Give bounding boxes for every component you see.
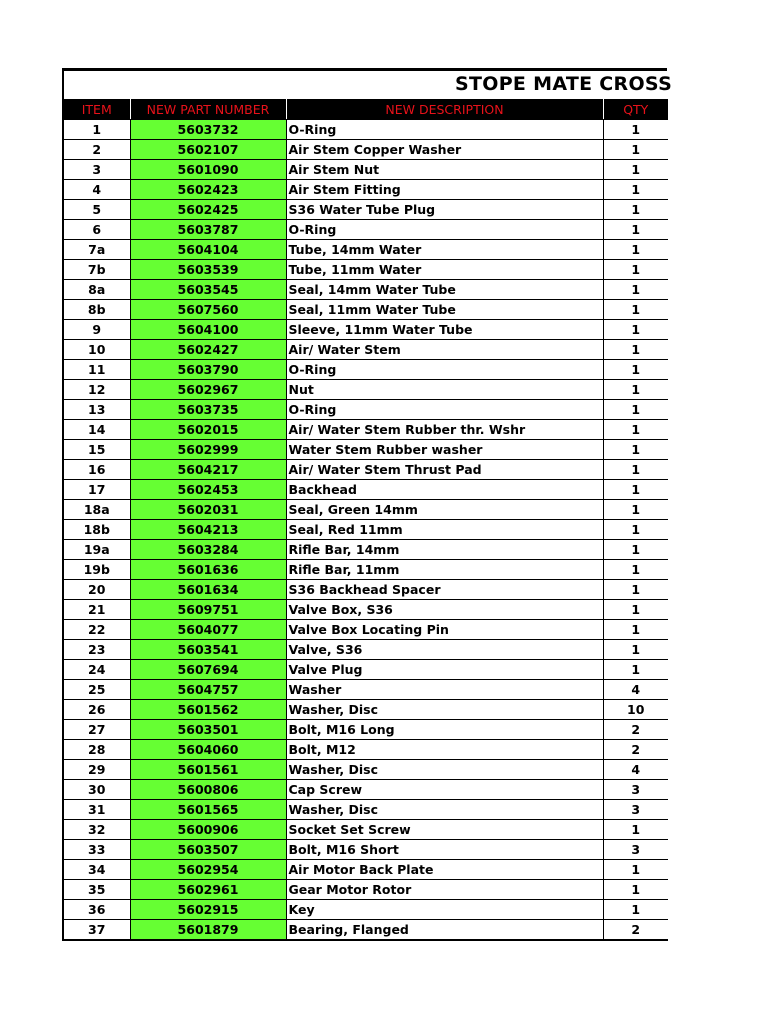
header-item: ITEM	[63, 100, 130, 120]
cell-description: Washer	[286, 680, 603, 700]
cell-item: 1	[63, 120, 130, 140]
cell-description: Key	[286, 900, 603, 920]
cell-part-number: 5602427	[130, 340, 286, 360]
cell-part-number: 5604757	[130, 680, 286, 700]
cell-description: Water Stem Rubber washer	[286, 440, 603, 460]
cell-part-number: 5602425	[130, 200, 286, 220]
cell-description: Air Motor Back Plate	[286, 860, 603, 880]
table-row	[63, 580, 668, 600]
cell-description: Valve Box, S36	[286, 600, 603, 620]
cell-part-number: 5601561	[130, 760, 286, 780]
cell-item: 20	[63, 580, 130, 600]
cell-qty: 1	[603, 640, 668, 660]
table-row	[63, 240, 668, 260]
table-row	[63, 860, 668, 880]
cell-qty: 1	[603, 140, 668, 160]
title-row	[62, 68, 673, 99]
table-row	[63, 120, 668, 140]
table-row	[63, 420, 668, 440]
cell-description: O-Ring	[286, 360, 603, 380]
cell-item: 21	[63, 600, 130, 620]
cell-part-number: 5604060	[130, 740, 286, 760]
cell-part-number: 5604100	[130, 320, 286, 340]
cell-part-number: 5602453	[130, 480, 286, 500]
cell-item: 13	[63, 400, 130, 420]
cell-item: 10	[63, 340, 130, 360]
cell-item: 34	[63, 860, 130, 880]
header-row	[63, 100, 668, 120]
cell-description: S36 Backhead Spacer	[286, 580, 603, 600]
cell-description: Socket Set Screw	[286, 820, 603, 840]
cell-description: Seal, Green 14mm	[286, 500, 603, 520]
table-row	[63, 400, 668, 420]
cell-description: Seal, 14mm Water Tube	[286, 280, 603, 300]
cell-item: 22	[63, 620, 130, 640]
cell-description: Bearing, Flanged	[286, 920, 603, 941]
cell-item: 14	[63, 420, 130, 440]
table-row	[63, 700, 668, 720]
cell-item: 6	[63, 220, 130, 240]
cell-item: 26	[63, 700, 130, 720]
table-row	[63, 620, 668, 640]
cell-part-number: 5609751	[130, 600, 286, 620]
cell-description: Bolt, M12	[286, 740, 603, 760]
cell-item: 31	[63, 800, 130, 820]
cell-part-number: 5602961	[130, 880, 286, 900]
cell-item: 37	[63, 920, 130, 941]
cell-qty: 1	[603, 420, 668, 440]
cell-part-number: 5603732	[130, 120, 286, 140]
table-row	[63, 260, 668, 280]
cell-qty: 3	[603, 780, 668, 800]
table-row	[63, 220, 668, 240]
cell-part-number: 5603790	[130, 360, 286, 380]
cell-part-number: 5604077	[130, 620, 286, 640]
cell-description: S36 Water Tube Plug	[286, 200, 603, 220]
cell-part-number: 5602031	[130, 500, 286, 520]
cell-description: Washer, Disc	[286, 700, 603, 720]
table-row	[63, 300, 668, 320]
cell-qty: 1	[603, 200, 668, 220]
cell-part-number: 5602954	[130, 860, 286, 880]
cell-item: 16	[63, 460, 130, 480]
cell-qty: 1	[603, 500, 668, 520]
table-row	[63, 520, 668, 540]
cell-item: 28	[63, 740, 130, 760]
table-row	[63, 800, 668, 820]
parts-sheet	[62, 68, 673, 941]
table-row	[63, 600, 668, 620]
cell-qty: 1	[603, 360, 668, 380]
table-row	[63, 900, 668, 920]
cell-item: 17	[63, 480, 130, 500]
table-row	[63, 840, 668, 860]
cell-qty: 2	[603, 740, 668, 760]
table-body	[63, 120, 668, 941]
table-row	[63, 680, 668, 700]
table-row	[63, 540, 668, 560]
cell-description: Gear Motor Rotor	[286, 880, 603, 900]
cell-item: 2	[63, 140, 130, 160]
table-row	[63, 500, 668, 520]
cell-item: 11	[63, 360, 130, 380]
cell-part-number: 5603735	[130, 400, 286, 420]
header-qty: QTY	[603, 100, 668, 120]
cell-description: O-Ring	[286, 220, 603, 240]
cell-description: Air Stem Fitting	[286, 180, 603, 200]
cell-qty: 1	[603, 600, 668, 620]
cell-item: 33	[63, 840, 130, 860]
cell-qty: 1	[603, 540, 668, 560]
cell-qty: 1	[603, 860, 668, 880]
table-row	[63, 920, 668, 941]
cell-part-number: 5601879	[130, 920, 286, 941]
cell-part-number: 5603541	[130, 640, 286, 660]
cell-qty: 1	[603, 820, 668, 840]
table-row	[63, 560, 668, 580]
cell-description: Air/ Water Stem Rubber thr. Wshr	[286, 420, 603, 440]
cell-part-number: 5603507	[130, 840, 286, 860]
cell-description: Tube, 14mm Water	[286, 240, 603, 260]
cell-item: 19b	[63, 560, 130, 580]
cell-part-number: 5604217	[130, 460, 286, 480]
cell-qty: 3	[603, 840, 668, 860]
cell-description: Tube, 11mm Water	[286, 260, 603, 280]
cell-qty: 1	[603, 320, 668, 340]
cell-description: Valve, S36	[286, 640, 603, 660]
header-description: NEW DESCRIPTION	[286, 100, 603, 120]
table-row	[63, 480, 668, 500]
cell-qty: 1	[603, 180, 668, 200]
cell-part-number: 5600806	[130, 780, 286, 800]
cell-qty: 1	[603, 900, 668, 920]
cell-qty: 1	[603, 240, 668, 260]
cell-item: 19a	[63, 540, 130, 560]
table-row	[63, 360, 668, 380]
cell-description: Air/ Water Stem	[286, 340, 603, 360]
cell-item: 7b	[63, 260, 130, 280]
cell-part-number: 5603787	[130, 220, 286, 240]
cell-qty: 4	[603, 680, 668, 700]
cell-item: 4	[63, 180, 130, 200]
cell-part-number: 5601636	[130, 560, 286, 580]
cell-qty: 1	[603, 520, 668, 540]
cell-description: Valve Box Locating Pin	[286, 620, 603, 640]
cell-qty: 1	[603, 380, 668, 400]
cell-qty: 1	[603, 220, 668, 240]
cell-item: 27	[63, 720, 130, 740]
cell-qty: 1	[603, 560, 668, 580]
table-row	[63, 820, 668, 840]
table-row	[63, 280, 668, 300]
cell-qty: 1	[603, 880, 668, 900]
cell-part-number: 5607560	[130, 300, 286, 320]
table-row	[63, 780, 668, 800]
table-row	[63, 140, 668, 160]
cell-description: Bolt, M16 Short	[286, 840, 603, 860]
cell-item: 23	[63, 640, 130, 660]
table-row	[63, 380, 668, 400]
cell-description: Air/ Water Stem Thrust Pad	[286, 460, 603, 480]
parts-table	[62, 99, 668, 941]
cell-part-number: 5602107	[130, 140, 286, 160]
cell-item: 3	[63, 160, 130, 180]
table-row	[63, 740, 668, 760]
cell-description: Rifle Bar, 11mm	[286, 560, 603, 580]
cell-item: 29	[63, 760, 130, 780]
cell-description: Seal, 11mm Water Tube	[286, 300, 603, 320]
cell-description: O-Ring	[286, 400, 603, 420]
cell-item: 12	[63, 380, 130, 400]
cell-part-number: 5602967	[130, 380, 286, 400]
table-row	[63, 720, 668, 740]
table-row	[63, 460, 668, 480]
cell-part-number: 5604104	[130, 240, 286, 260]
cell-description: Washer, Disc	[286, 800, 603, 820]
cell-item: 9	[63, 320, 130, 340]
cell-part-number: 5601562	[130, 700, 286, 720]
cell-qty: 2	[603, 920, 668, 941]
cell-part-number: 5602423	[130, 180, 286, 200]
sheet-title: STOPE MATE CROSS	[455, 73, 673, 95]
cell-part-number: 5601634	[130, 580, 286, 600]
cell-description: Cap Screw	[286, 780, 603, 800]
cell-part-number: 5602999	[130, 440, 286, 460]
table-row	[63, 440, 668, 460]
cell-part-number: 5602015	[130, 420, 286, 440]
cell-qty: 4	[603, 760, 668, 780]
table-row	[63, 760, 668, 780]
cell-part-number: 5607694	[130, 660, 286, 680]
cell-part-number: 5600906	[130, 820, 286, 840]
cell-qty: 1	[603, 400, 668, 420]
cell-description: Rifle Bar, 14mm	[286, 540, 603, 560]
cell-item: 30	[63, 780, 130, 800]
cell-qty: 1	[603, 480, 668, 500]
cell-part-number: 5603284	[130, 540, 286, 560]
cell-qty: 2	[603, 720, 668, 740]
cell-item: 5	[63, 200, 130, 220]
cell-qty: 1	[603, 300, 668, 320]
cell-qty: 1	[603, 620, 668, 640]
cell-item: 18a	[63, 500, 130, 520]
cell-qty: 1	[603, 160, 668, 180]
cell-qty: 10	[603, 700, 668, 720]
cell-part-number: 5601090	[130, 160, 286, 180]
cell-qty: 1	[603, 460, 668, 480]
cell-item: 8a	[63, 280, 130, 300]
cell-item: 18b	[63, 520, 130, 540]
cell-qty: 1	[603, 260, 668, 280]
cell-item: 24	[63, 660, 130, 680]
cell-description: Nut	[286, 380, 603, 400]
cell-description: Air Stem Copper Washer	[286, 140, 603, 160]
header-part-number: NEW PART NUMBER	[130, 100, 286, 120]
cell-qty: 1	[603, 660, 668, 680]
table-row	[63, 160, 668, 180]
cell-description: Air Stem Nut	[286, 160, 603, 180]
cell-qty: 1	[603, 580, 668, 600]
cell-description: Sleeve, 11mm Water Tube	[286, 320, 603, 340]
cell-qty: 3	[603, 800, 668, 820]
cell-part-number: 5603501	[130, 720, 286, 740]
table-row	[63, 340, 668, 360]
cell-item: 7a	[63, 240, 130, 260]
cell-part-number: 5604213	[130, 520, 286, 540]
cell-part-number: 5603545	[130, 280, 286, 300]
cell-item: 25	[63, 680, 130, 700]
table-row	[63, 200, 668, 220]
cell-description: Valve Plug	[286, 660, 603, 680]
cell-item: 35	[63, 880, 130, 900]
cell-qty: 1	[603, 280, 668, 300]
cell-part-number: 5601565	[130, 800, 286, 820]
cell-part-number: 5603539	[130, 260, 286, 280]
cell-qty: 1	[603, 120, 668, 140]
cell-description: O-Ring	[286, 120, 603, 140]
cell-description: Washer, Disc	[286, 760, 603, 780]
table-row	[63, 880, 668, 900]
cell-qty: 1	[603, 340, 668, 360]
cell-qty: 1	[603, 440, 668, 460]
table-row	[63, 640, 668, 660]
cell-item: 36	[63, 900, 130, 920]
cell-description: Backhead	[286, 480, 603, 500]
table-row	[63, 320, 668, 340]
cell-item: 32	[63, 820, 130, 840]
cell-item: 8b	[63, 300, 130, 320]
cell-item: 15	[63, 440, 130, 460]
table-row	[63, 660, 668, 680]
cell-part-number: 5602915	[130, 900, 286, 920]
table-row	[63, 180, 668, 200]
cell-description: Bolt, M16 Long	[286, 720, 603, 740]
cell-description: Seal, Red 11mm	[286, 520, 603, 540]
